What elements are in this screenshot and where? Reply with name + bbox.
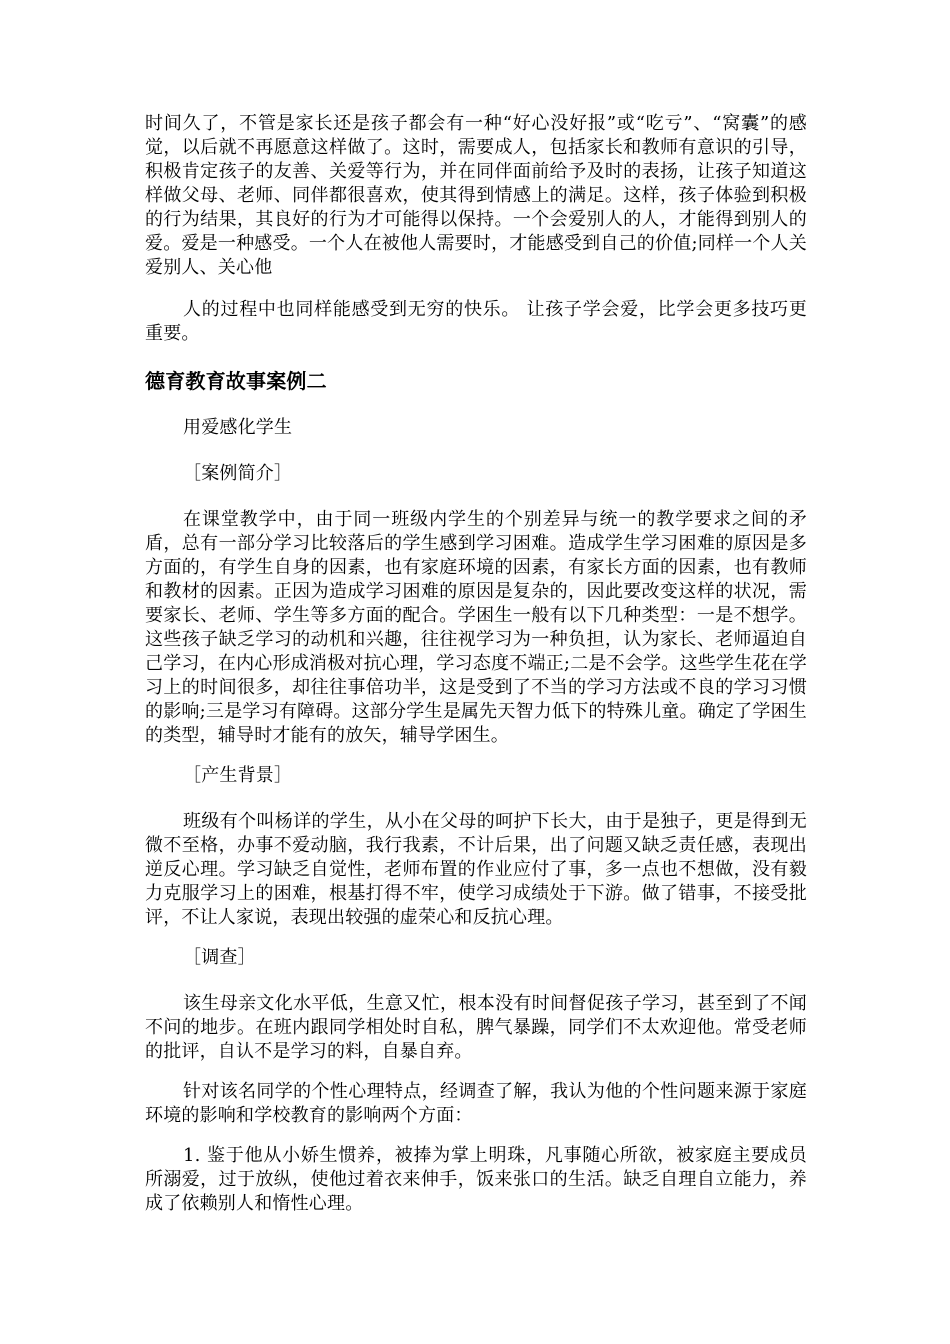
document-page (145, 112, 807, 1232)
case-intro-label: ［案例简介］ (183, 463, 293, 484)
background-text: 班级有个叫杨详的学生，从小在父母的呵护下长大，由于是独子，更是得到无微不至格，办事不爱动脑，我行我素，不计后果，出了问题又缺乏责任感，表现出逆反心理。学习缺乏自觉性，老师布置的作业应付了事，多一点也不想做，没有毅力克服学习上的困难，根基打得不牢，使学习成绩处于下游。做了错事，不接受批评，不让人家说，表现出较强的虚荣心和反抗心理。 (145, 811, 807, 928)
section-heading: 德育教育故事案例二 (145, 369, 327, 393)
paragraph-conclusion: 人的过程中也同样能感受到无穷的快乐。 让孩子学会爱，比学会更多技巧更重要。 (145, 299, 807, 344)
paragraph-continued: 时间久了，不管是家长还是孩子都会有一种“好心没好报”或“吃亏”、“窝囊”的感觉，以后就不再愿意这样做了。这时，需要成人，包括家长和教师有意识的引导，积极肯定孩子的友善、关爱等行为，并在同伴面前给予及时的表扬，让孩子知道这样做父母、老师、同伴都很喜欢，使其得到情感上的满足。这样，孩子体验到积极的行为结果，其良好的行为才可能得以保持。一个会爱别人的人，才能得到别人的爱。爱是一种感受。一个人在被他人需要时，才能感受到自己的价值;同样一个人关爱别人、关心他 (145, 113, 807, 278)
survey-label: ［调查］ (183, 947, 256, 968)
case-subtitle: 用爱感化学生 (183, 417, 293, 438)
analysis-text: 针对该名同学的个性心理特点，经调查了解，我认为他的个性问题来源于家庭环境的影响和学校教育的影响两个方面： (145, 1081, 807, 1126)
background-label: ［产生背景］ (183, 765, 293, 786)
survey-text: 该生母亲文化水平低，生意又忙，根本没有时间督促孩子学习，甚至到了不闻不问的地步。在班内跟同学相处时自私，脾气暴躁，同学们不太欢迎他。常受老师的批评，自认不是学习的料，自暴自弃。 (145, 993, 807, 1062)
case-intro-text: 在课堂教学中，由于同一班级内学生的个别差异与统一的教学要求之间的矛盾，总有一部分学习比较落后的学生感到学习困难。造成学生学习困难的原因是多方面的，有学生自身的因素，也有家庭环境的因素，有家长方面的因素，也有教师和教材的因素。正因为造成学习困难的原因是复杂的，因此要改变这样的状况，需要家长、老师、学生等多方面的配合。学困生一般有以下几种类型：一是不想学。这些孩子缺乏学习的动机和兴趣，往往视学习为一种负担，认为家长、老师逼迫自己学习，在内心形成消极对抗心理，学习态度不端正;二是不会学。这些学生花在学习上的时间很多，却往往事倍功半，这是受到了不当的学习方法或不良的学习习惯的影响;三是学习有障碍。这部分学生是属先天智力低下的特殊儿童。确定了学困生的类型，辅导时才能有的放矢，辅导学困生。 (145, 509, 807, 746)
point-1-text: 1. 鉴于他从小娇生惯养，被捧为掌上明珠，凡事随心所欲，被家庭主要成员所溺爱，过于放纵，使他过着衣来伸手，饭来张口的生活。缺乏自理自立能力，养成了依赖别人和惰性心理。 (145, 1145, 807, 1214)
